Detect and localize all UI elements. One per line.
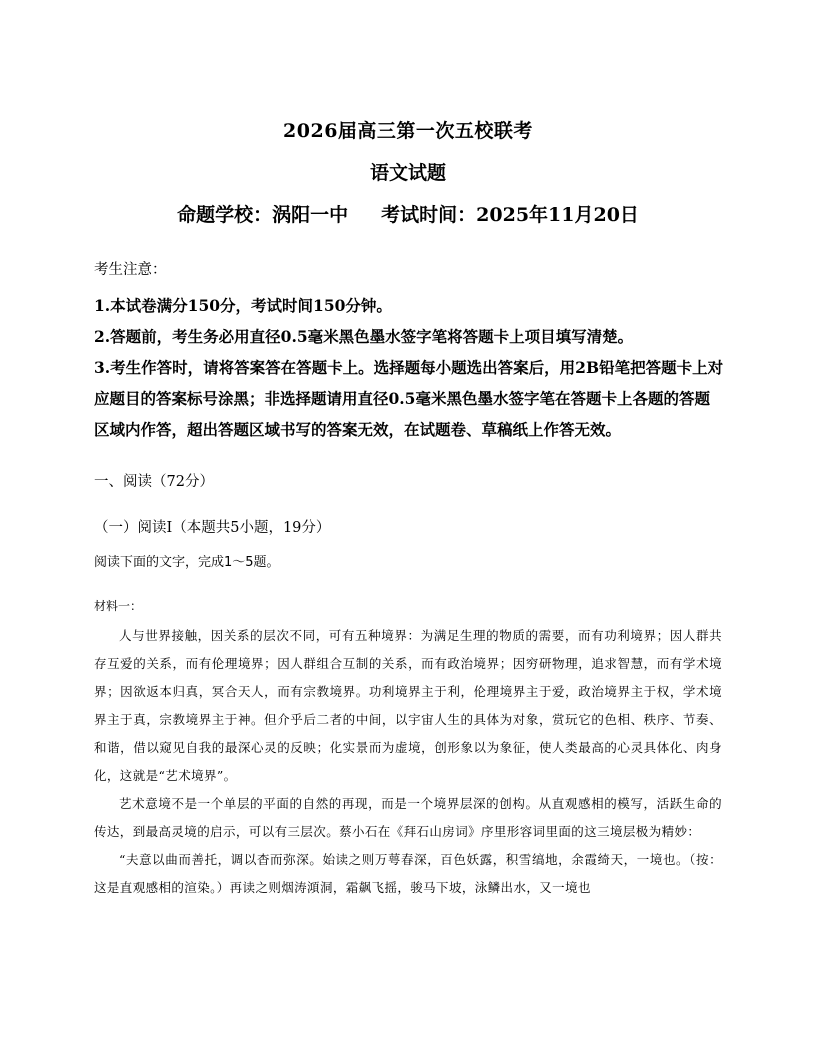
notice-item: 1.本试卷满分150分，考试时间150分钟。 [94, 296, 392, 315]
material-body [94, 622, 722, 902]
sub-section-heading: （一）阅读Ⅰ（本题共5小题，19分） [94, 520, 331, 536]
subject-title: 语文试题 [369, 162, 446, 184]
reading-instruction: 阅读下面的文字，完成1～5题。 [94, 555, 280, 570]
exam-title: 2026届高三第一次五校联考 [283, 120, 533, 142]
notice-list [94, 290, 724, 445]
notice-heading: 考生注意： [94, 262, 167, 278]
notice-item: 3.考生作答时，请将答案答在答题卡上。选择题每小题选出答案后，用2B铅笔把答题卡上对应题目的答案标号涂黑；非选择题请用直径0.5毫米黑色墨水签字笔在答题卡上各题的答题区域内作答，超出答题区域书写的答案无效，在试题卷、草稿纸上作答无效。 [94, 358, 724, 439]
exam-info-line: 命题学校：涡阳一中 考试时间：2025年11月20日 [177, 204, 639, 226]
material-paragraph: 人与世界接触，因关系的层次不同，可有五种境界：为满足生理的物质的需要，而有功利境界；因人群共存互爱的关系，而有伦理境界；因人群组合互制的关系，而有政治境界；因穷研物理，追求智慧，而有学术境界；因欲返本归真，冥合天人，而有宗教境界。功利境界主于利，伦理境界主于爱，政治境界主于权，学术境界主于真，宗教境界主于神。但介乎后二者的中间，以宇宙人生的具体为对象，赏玩它的色相、秩序、节奏、和谐，借以窥见自我的最深心灵的反映；化实景而为虚境，创形象以为象征，使人类最高的心灵具体化、肉身化，这就是“艺术境界”。 [94, 628, 722, 783]
notice-item: 2.答题前，考生务必用直径0.5毫米黑色墨水签字笔将答题卡上项目填写清楚。 [94, 327, 634, 346]
material-label: 材料一： [94, 599, 143, 613]
material-paragraph: 艺术意境不是一个单层的平面的自然的再现，而是一个境界层深的创构。从直观感相的模写，活跃生命的传达，到最高灵境的启示，可以有三层次。蔡小石在《拜石山房词》序里形容词里面的这三境层极为精妙： [94, 796, 722, 839]
material-paragraph: “夫意以曲而善托，调以杳而弥深。始读之则万萼春深，百色妖露，积雪缟地，余霞绮天，一境也。（按：这是直观感相的渲染。）再读之则烟涛澒洞，霜飙飞摇，骏马下坡，泳鳞出水，又一境也 [94, 852, 722, 895]
section-heading: 一、阅读（72分） [94, 474, 214, 490]
